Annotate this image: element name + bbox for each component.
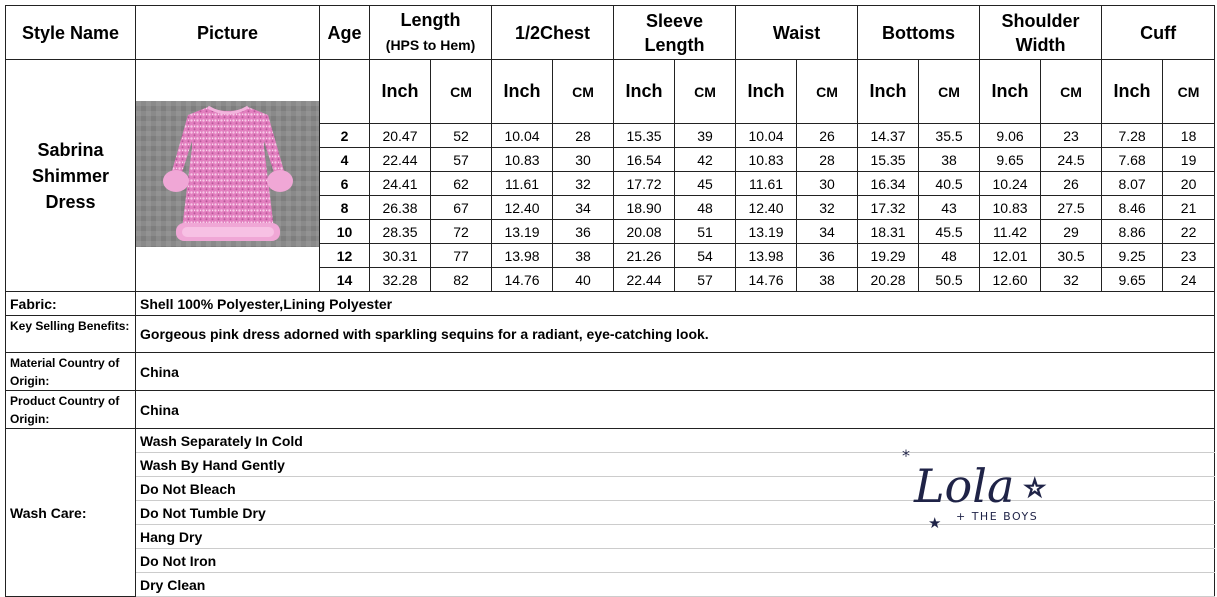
- chest-in-cell: 10.83: [492, 148, 553, 172]
- selling-row: [6, 316, 1215, 353]
- unit-inch: Inch: [736, 60, 797, 124]
- cuff-cm-cell: 18: [1163, 124, 1215, 148]
- material-row: [6, 353, 1215, 391]
- wash-instruction: Do Not Iron: [136, 549, 1215, 573]
- bottoms-in-cell: 17.32: [858, 196, 919, 220]
- waist-cm-cell: 32: [797, 196, 858, 220]
- chest-cm-cell: 34: [553, 196, 614, 220]
- waist-in-cell: 11.61: [736, 172, 797, 196]
- waist-in-cell: 12.40: [736, 196, 797, 220]
- chest-cm-cell: 36: [553, 220, 614, 244]
- chest-cm-cell: 38: [553, 244, 614, 268]
- cuff-in-cell: 9.65: [1102, 268, 1163, 292]
- waist-cm-cell: 26: [797, 124, 858, 148]
- header-age: Age: [320, 6, 370, 60]
- wash-row: [6, 549, 1215, 573]
- cuff-cm-cell: 19: [1163, 148, 1215, 172]
- bottoms-cm-cell: 40.5: [919, 172, 980, 196]
- style-name-cell: Sabrina Shimmer Dress: [6, 60, 136, 292]
- header-picture: Picture: [136, 6, 320, 60]
- svg-text:☆: ☆: [1024, 474, 1046, 502]
- length-cm-cell: 62: [431, 172, 492, 196]
- sleeve-in-cell: 16.54: [614, 148, 675, 172]
- unit-inch: Inch: [370, 60, 431, 124]
- shoulder-in-cell: 12.60: [980, 268, 1041, 292]
- age-cell: 2: [320, 124, 370, 148]
- selling-value: Gorgeous pink dress adorned with sparkling sequins for a radiant, eye-catching look.: [136, 316, 1215, 353]
- selling-label: Key Selling Benefits:: [6, 316, 136, 353]
- sleeve-in-cell: 22.44: [614, 268, 675, 292]
- bottoms-cm-cell: 48: [919, 244, 980, 268]
- wash-instruction: Do Not Bleach: [136, 477, 1215, 501]
- header-sleeve: Sleeve Length: [614, 6, 736, 60]
- bottoms-cm-cell: 38: [919, 148, 980, 172]
- sleeve-cm-cell: 48: [675, 196, 736, 220]
- length-cm-cell: 57: [431, 148, 492, 172]
- material-value: China: [136, 353, 1215, 391]
- cuff-in-cell: 8.86: [1102, 220, 1163, 244]
- sleeve-cm-cell: 45: [675, 172, 736, 196]
- header-bottoms: Bottoms: [858, 6, 980, 60]
- unit-inch: Inch: [614, 60, 675, 124]
- cuff-in-cell: 8.46: [1102, 196, 1163, 220]
- length-cm-cell: 77: [431, 244, 492, 268]
- chest-cm-cell: 32: [553, 172, 614, 196]
- bottoms-cm-cell: 35.5: [919, 124, 980, 148]
- shoulder-in-cell: 9.65: [980, 148, 1041, 172]
- waist-in-cell: 10.83: [736, 148, 797, 172]
- bottoms-in-cell: 20.28: [858, 268, 919, 292]
- unit-inch: Inch: [858, 60, 919, 124]
- header-chest: 1/2Chest: [492, 6, 614, 60]
- length-in-cell: 28.35: [370, 220, 431, 244]
- cuff-in-cell: 7.28: [1102, 124, 1163, 148]
- waist-cm-cell: 38: [797, 268, 858, 292]
- chest-in-cell: 13.19: [492, 220, 553, 244]
- header-style-name: Style Name: [6, 6, 136, 60]
- svg-text:*: *: [902, 446, 910, 465]
- unit-cm: CM: [675, 60, 736, 124]
- chest-cm-cell: 28: [553, 124, 614, 148]
- wash-row: [6, 573, 1215, 597]
- chest-cm-cell: 30: [553, 148, 614, 172]
- fabric-row: [6, 292, 1215, 316]
- wash-instruction: Wash By Hand Gently: [136, 453, 1215, 477]
- length-in-cell: 24.41: [370, 172, 431, 196]
- unit-inch: Inch: [1102, 60, 1163, 124]
- picture-cell: [136, 60, 320, 292]
- waist-in-cell: 13.98: [736, 244, 797, 268]
- shoulder-in-cell: 10.83: [980, 196, 1041, 220]
- dress-photo: [136, 101, 320, 247]
- chest-in-cell: 14.76: [492, 268, 553, 292]
- shoulder-in-cell: 10.24: [980, 172, 1041, 196]
- waist-cm-cell: 28: [797, 148, 858, 172]
- waist-cm-cell: 34: [797, 220, 858, 244]
- logo-tagline: + THE BOYS: [956, 510, 1039, 523]
- sleeve-cm-cell: 51: [675, 220, 736, 244]
- sleeve-in-cell: 21.26: [614, 244, 675, 268]
- header-shoulder: Shoulder Width: [980, 6, 1102, 60]
- length-in-cell: 20.47: [370, 124, 431, 148]
- length-cm-cell: 72: [431, 220, 492, 244]
- material-label: Material Country of Origin:: [6, 353, 136, 391]
- header-row: [6, 6, 1215, 60]
- unit-row: [6, 60, 1215, 124]
- chest-in-cell: 13.98: [492, 244, 553, 268]
- unit-cm: CM: [1163, 60, 1215, 124]
- svg-text:★: ★: [928, 514, 942, 532]
- shoulder-in-cell: 9.06: [980, 124, 1041, 148]
- age-cell: 14: [320, 268, 370, 292]
- age-cell: 12: [320, 244, 370, 268]
- wash-instruction: Hang Dry: [136, 525, 1215, 549]
- waist-cm-cell: 36: [797, 244, 858, 268]
- sleeve-cm-cell: 39: [675, 124, 736, 148]
- bottoms-in-cell: 14.37: [858, 124, 919, 148]
- chest-in-cell: 11.61: [492, 172, 553, 196]
- cuff-cm-cell: 21: [1163, 196, 1215, 220]
- header-waist: Waist: [736, 6, 858, 60]
- cuff-cm-cell: 24: [1163, 268, 1215, 292]
- product-label: Product Country of Origin:: [6, 391, 136, 429]
- shoulder-cm-cell: 27.5: [1041, 196, 1102, 220]
- sleeve-in-cell: 15.35: [614, 124, 675, 148]
- age-cell: 4: [320, 148, 370, 172]
- sleeve-in-cell: 18.90: [614, 196, 675, 220]
- shoulder-cm-cell: 23: [1041, 124, 1102, 148]
- unit-inch: Inch: [980, 60, 1041, 124]
- product-row: [6, 391, 1215, 429]
- bottoms-in-cell: 16.34: [858, 172, 919, 196]
- wash-instruction: Dry Clean: [136, 573, 1215, 597]
- waist-cm-cell: 30: [797, 172, 858, 196]
- shoulder-in-cell: 12.01: [980, 244, 1041, 268]
- length-cm-cell: 82: [431, 268, 492, 292]
- length-in-cell: 26.38: [370, 196, 431, 220]
- wash-instruction: Do Not Tumble Dry: [136, 501, 1215, 525]
- unit-cm: CM: [1041, 60, 1102, 124]
- shoulder-cm-cell: 26: [1041, 172, 1102, 196]
- length-cm-cell: 67: [431, 196, 492, 220]
- shoulder-cm-cell: 24.5: [1041, 148, 1102, 172]
- unit-cm: CM: [919, 60, 980, 124]
- cuff-cm-cell: 23: [1163, 244, 1215, 268]
- bottoms-in-cell: 18.31: [858, 220, 919, 244]
- header-length: [370, 6, 492, 60]
- bottoms-in-cell: 19.29: [858, 244, 919, 268]
- length-in-cell: 32.28: [370, 268, 431, 292]
- lola-logo: [900, 444, 1055, 532]
- waist-in-cell: 14.76: [736, 268, 797, 292]
- sleeve-cm-cell: 42: [675, 148, 736, 172]
- age-cell: 6: [320, 172, 370, 196]
- chest-in-cell: 12.40: [492, 196, 553, 220]
- unit-cm: CM: [797, 60, 858, 124]
- unit-cm: CM: [431, 60, 492, 124]
- shoulder-cm-cell: 29: [1041, 220, 1102, 244]
- cuff-in-cell: 7.68: [1102, 148, 1163, 172]
- unit-cm: CM: [553, 60, 614, 124]
- bottoms-cm-cell: 43: [919, 196, 980, 220]
- fabric-label: Fabric:: [6, 292, 136, 316]
- header-length-label: Length: [400, 10, 461, 30]
- wash-instruction: Wash Separately In Cold: [136, 429, 1215, 453]
- age-unit-blank: [320, 60, 370, 124]
- unit-inch: Inch: [492, 60, 553, 124]
- bottoms-cm-cell: 45.5: [919, 220, 980, 244]
- wash-care-label: Wash Care:: [6, 429, 136, 597]
- fabric-value: Shell 100% Polyester,Lining Polyester: [136, 292, 1215, 316]
- shoulder-in-cell: 11.42: [980, 220, 1041, 244]
- shoulder-cm-cell: 30.5: [1041, 244, 1102, 268]
- age-cell: 8: [320, 196, 370, 220]
- cuff-in-cell: 9.25: [1102, 244, 1163, 268]
- sleeve-in-cell: 17.72: [614, 172, 675, 196]
- cuff-cm-cell: 20: [1163, 172, 1215, 196]
- waist-in-cell: 13.19: [736, 220, 797, 244]
- age-cell: 10: [320, 220, 370, 244]
- bottoms-cm-cell: 50.5: [919, 268, 980, 292]
- cuff-in-cell: 8.07: [1102, 172, 1163, 196]
- sleeve-in-cell: 20.08: [614, 220, 675, 244]
- length-cm-cell: 52: [431, 124, 492, 148]
- sleeve-cm-cell: 54: [675, 244, 736, 268]
- sleeve-cm-cell: 57: [675, 268, 736, 292]
- header-length-sub: (HPS to Hem): [385, 37, 476, 53]
- cuff-cm-cell: 22: [1163, 220, 1215, 244]
- chest-in-cell: 10.04: [492, 124, 553, 148]
- header-cuff: Cuff: [1102, 6, 1215, 60]
- chest-cm-cell: 40: [553, 268, 614, 292]
- product-value: China: [136, 391, 1215, 429]
- waist-in-cell: 10.04: [736, 124, 797, 148]
- shoulder-cm-cell: 32: [1041, 268, 1102, 292]
- length-in-cell: 30.31: [370, 244, 431, 268]
- bottoms-in-cell: 15.35: [858, 148, 919, 172]
- length-in-cell: 22.44: [370, 148, 431, 172]
- logo-script: Lola: [914, 459, 1015, 513]
